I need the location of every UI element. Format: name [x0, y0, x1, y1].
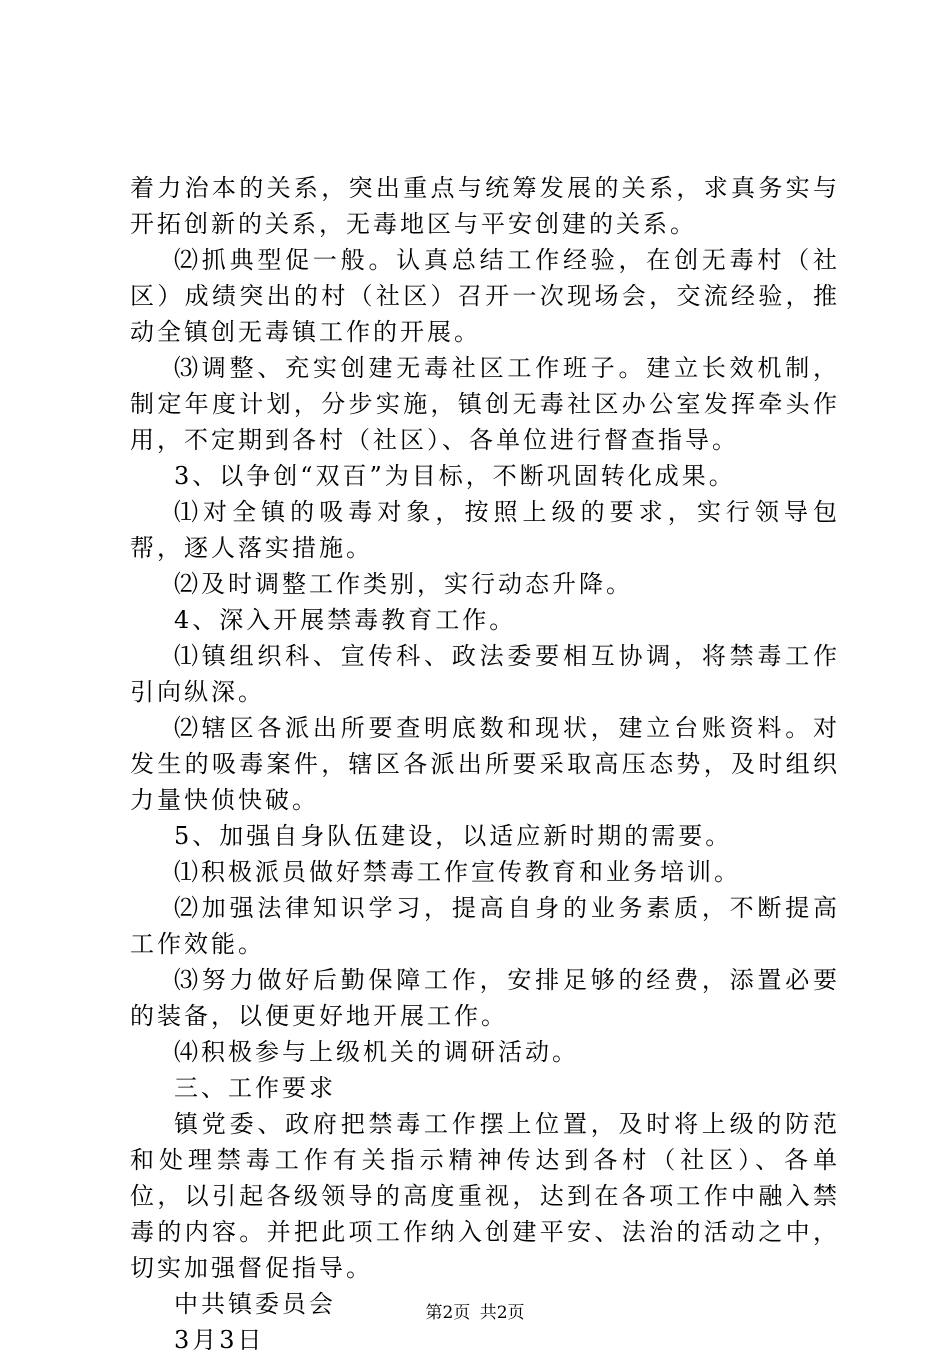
paragraph-item: ⑵加强法律知识学习，提高自身的业务素质，不断提高工作效能。 — [130, 894, 840, 958]
paragraph-item: ⑴积极派员做好禁毒工作宣传教育和业务培训。 — [174, 858, 741, 886]
section-heading: 4、深入开展禁毒教育工作。 — [174, 606, 517, 634]
signature-organization: 中共镇委员会 — [174, 1290, 336, 1318]
document-body — [130, 170, 840, 1358]
section-heading: 5、加强自身队伍建设，以适应新时期的需要。 — [174, 822, 733, 850]
page-total: 共2页 — [479, 1303, 525, 1323]
paragraph-item: ⑶努力做好后勤保障工作，安排足够的经费，添置必要的装备，以便更好地开展工作。 — [130, 966, 840, 1030]
paragraph-continuation: 着力治本的关系，突出重点与统筹发展的关系，求真务实与开拓创新的关系，无毒地区与平安创建的关系。 — [130, 174, 840, 238]
section-heading: 3、以争创“双百”为目标，不断巩固转化成果。 — [174, 462, 736, 490]
page-footer — [0, 1298, 950, 1323]
page-number: 第2页 — [425, 1303, 471, 1323]
paragraph-item: ⑴对全镇的吸毒对象，按照上级的要求，实行领导包帮，逐人落实措施。 — [130, 498, 840, 562]
paragraph-item: ⑵及时调整工作类别，实行动态升降。 — [174, 570, 633, 598]
paragraph-item: ⑴镇组织科、宣传科、政法委要相互协调，将禁毒工作引向纵深。 — [130, 642, 840, 706]
section-heading: 三、工作要求 — [174, 1074, 336, 1102]
paragraph-item: ⑷积极参与上级机关的调研活动。 — [174, 1038, 579, 1066]
paragraph-body: 镇党委、政府把禁毒工作摆上位置，及时将上级的防范和处理禁毒工作有关指示精神传达到各村（社区）、各单位，以引起各级领导的高度重视，达到在各项工作中融入禁毒的内容。并把此项工作纳入创建平安、法治的活动之中，切实加强督促指导。 — [130, 1110, 840, 1282]
paragraph-item: ⑵抓典型促一般。认真总结工作经验，在创无毒村（社区）成绩突出的村（社区）召开一次现场会，交流经验，推动全镇创无毒镇工作的开展。 — [130, 246, 840, 346]
signature-date: 3月3日 — [174, 1326, 265, 1354]
paragraph-item: ⑶调整、充实创建无毒社区工作班子。建立长效机制，制定年度计划，分步实施，镇创无毒社区办公室发挥牵头作用，不定期到各村（社区）、各单位进行督查指导。 — [130, 354, 840, 454]
paragraph-item: ⑵辖区各派出所要查明底数和现状，建立台账资料。对发生的吸毒案件，辖区各派出所要采取高压态势，及时组织力量快侦快破。 — [130, 714, 840, 814]
